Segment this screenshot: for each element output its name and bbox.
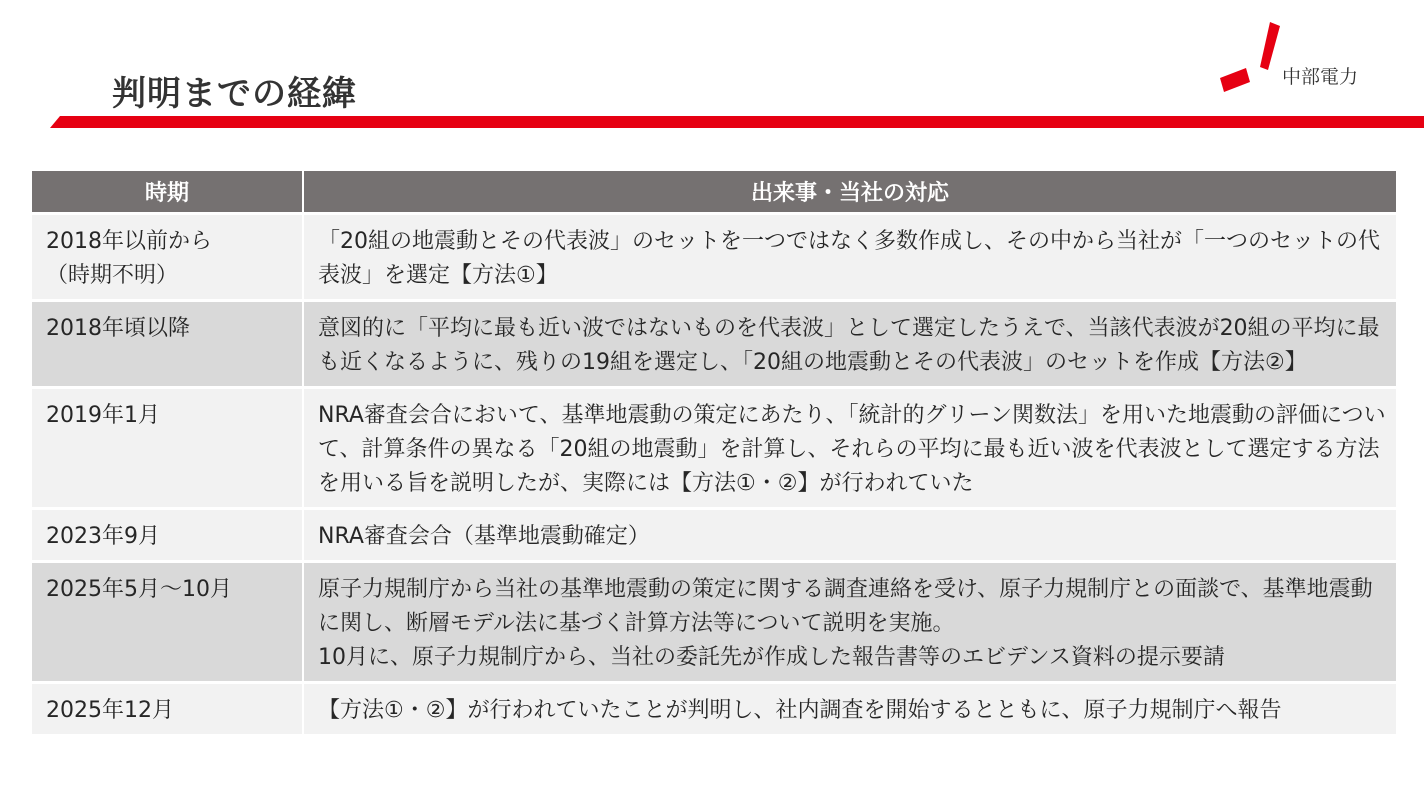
event-cell: NRA審査会合（基準地震動確定） xyxy=(303,509,1396,562)
table-row xyxy=(32,301,1396,388)
column-header-period: 時期 xyxy=(32,170,303,214)
event-cell: NRA審査会合において、基準地震動の策定にあたり、「統計的グリーン関数法」を用いた地震動の評価について、計算条件の異なる「20組の地震動」を計算し、それらの平均に最も近い波を代表波として選定する方法を用いる旨を説明したが、実際には【方法①・②】が行われていた xyxy=(303,388,1396,509)
table-row xyxy=(32,509,1396,562)
table-row xyxy=(32,683,1396,736)
company-logo xyxy=(1216,20,1386,100)
period-cell: 2018年以前から （時期不明） xyxy=(32,214,303,301)
timeline-table xyxy=(32,168,1396,737)
page-title: 判明までの経緯 xyxy=(112,74,357,114)
table-header-row xyxy=(32,170,1396,214)
period-cell: 2023年9月 xyxy=(32,509,303,562)
column-header-event: 出来事・当社の対応 xyxy=(303,170,1396,214)
table-row xyxy=(32,388,1396,509)
chubu-electric-logo-mark-icon xyxy=(1216,20,1280,96)
logo-text: 中部電力 xyxy=(1282,66,1359,88)
period-cell: 2025年5月～10月 xyxy=(32,562,303,683)
event-cell: 【方法①・②】が行われていたことが判明し、社内調査を開始するとともに、原子力規制庁へ報告 xyxy=(303,683,1396,736)
period-cell: 2018年頃以降 xyxy=(32,301,303,388)
event-cell: 原子力規制庁から当社の基準地震動の策定に関する調査連絡を受け、原子力規制庁との面談で、基準地震動に関し、断層モデル法に基づく計算方法等について説明を実施。 10月に、原子力規制庁から、当社の委託先が作成した報告書等のエビデンス資料の提示要請 xyxy=(303,562,1396,683)
event-cell: 意図的に「平均に最も近い波ではないものを代表波」として選定したうえで、当該代表波が20組の平均に最も近くなるように、残りの19組を選定し、「20組の地震動とその代表波」のセットを作成【方法②】 xyxy=(303,301,1396,388)
title-underline-bar xyxy=(50,116,1424,128)
period-cell: 2019年1月 xyxy=(32,388,303,509)
table-row xyxy=(32,562,1396,683)
period-cell: 2025年12月 xyxy=(32,683,303,736)
table-row xyxy=(32,214,1396,301)
event-cell: 「20組の地震動とその代表波」のセットを一つではなく多数作成し、その中から当社が「一つのセットの代表波」を選定【方法①】 xyxy=(303,214,1396,301)
